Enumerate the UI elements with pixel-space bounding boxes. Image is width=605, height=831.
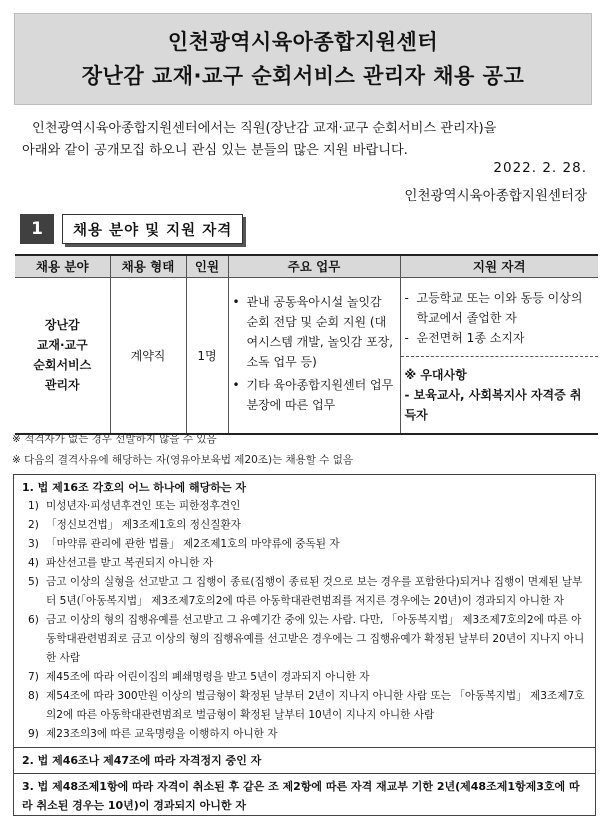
list-item <box>22 535 587 554</box>
bullet: • <box>232 378 240 392</box>
item-text: 제45조에 따라 어린이집의 폐쇄명령을 받고 5년이 경과되지 아니한 자 <box>46 671 370 683</box>
issuer: 인천광역시육아종합지원센터장 <box>404 188 587 204</box>
item-text: 파산선고를 받고 복권되지 아니한 자 <box>46 557 213 569</box>
intro-line-1: 인천광역시육아종합지원센터에서는 직원(장난감 교재·교구 순회서비스 관리자)을 <box>32 121 497 136</box>
field-line: 장난감 <box>44 318 80 332</box>
cell-type: 계약직 <box>110 277 186 434</box>
list-item <box>22 554 587 573</box>
list-item <box>22 687 587 725</box>
item-num: 6) <box>28 614 39 626</box>
disqualification-box <box>13 474 596 816</box>
item-num: 7) <box>28 671 39 683</box>
cell-field <box>15 277 110 434</box>
list-item <box>22 668 587 687</box>
item-num: 5) <box>28 576 39 588</box>
field-line: 순회서비스 <box>33 358 92 372</box>
qualification-text: 운전면허 1종 소지자 <box>416 330 525 345</box>
cell-count: 1명 <box>186 277 228 434</box>
field-line: 교재·교구 <box>36 338 88 352</box>
list-item <box>22 725 587 744</box>
list-item <box>22 573 587 611</box>
section-number: 1 <box>20 214 54 244</box>
preferred-item: - 보육교사, 사회복지사 자격증 취득자 <box>404 387 582 422</box>
table-header-row <box>15 255 598 277</box>
item-num: 2) <box>28 519 39 531</box>
item-num: 4) <box>28 557 39 569</box>
dash: - <box>404 290 409 305</box>
item-text: 「마약류 관리에 관한 법률」 제2조제1호의 마약류에 중독된 자 <box>46 538 340 550</box>
duty-item <box>233 292 394 372</box>
list-item <box>22 497 587 516</box>
header-qualifications: 지원 자격 <box>400 255 598 277</box>
preferred-title: ※ 우대사항 <box>404 367 467 382</box>
dash: - <box>404 330 409 345</box>
item-text: 금고 이상의 실형을 선고받고 그 집행이 종료(집행이 종료된 것으로 보는 경우를 포함한다)되거나 집행이 면제된 날부터 5년(「아동복지법」 제3조제7호의2에 따른 아동학대관련범죄를 저지른 경우에는 20년)이 경과되지 아니한 자 <box>46 576 583 607</box>
section-title: 채용 분야 및 지원 자격 <box>62 214 243 244</box>
cell-qualifications <box>400 277 598 434</box>
item-num: 3) <box>28 538 39 550</box>
table-row <box>15 277 598 434</box>
item-text: 제23조의3에 따른 교육명령을 이행하지 아니한 자 <box>46 728 278 740</box>
item-text: 「정신보건법」 제3조제1호의 정신질환자 <box>46 519 241 531</box>
intro-line-2: 아래와 같이 공개모집 하오니 관심 있는 분들의 많은 지원 바랍니다. <box>22 143 408 158</box>
item-text: 미성년자·피성년후견인 또는 피한정후견인 <box>46 500 241 512</box>
title-line-2: 장난감 교재·교구 순회서비스 관리자 채용 공고 <box>81 64 525 88</box>
header-type: 채용 형태 <box>110 255 186 277</box>
note-1: ※ 적격자가 없는 경우 선발하지 않을 수 있음 <box>12 433 217 445</box>
preferred-section <box>401 357 599 433</box>
announcement-date: 2022. 2. 28. <box>493 160 587 176</box>
duty-item <box>233 375 394 415</box>
recruitment-table <box>15 254 598 435</box>
header-duties: 주요 업무 <box>228 255 400 277</box>
item-text: 제54조에 따라 300만원 이상의 벌금형이 확정된 날부터 2년이 지나지 아니한 사람 또는 「아동복지법」 제3조제7호의2에 따른 아동학대관련범죄로 벌금형이 확정된 날부터 10년이 지나지 아니한 사람 <box>46 690 585 721</box>
list-item <box>22 611 587 668</box>
qualification-text: 고등학교 또는 이와 동등 이상의 학교에서 졸업한 자 <box>416 290 583 325</box>
disqual-heading-1: 1. 법 제16조 각호의 어느 하나에 해당하는 자 <box>22 481 246 494</box>
duty-text: 관내 공동육아시설 놀잇감 순회 전담 및 순회 지원 (대여시스템 개발, 놀잇감 포장, 소독 업무 등) <box>246 295 394 369</box>
duty-text: 기타 육아종합지원센터 업무분장에 따른 업무 <box>246 378 394 412</box>
bullet: • <box>232 295 240 309</box>
note-2: ※ 다음의 결격사유에 해당하는 자(영유아보육법 제20조)는 채용할 수 없음 <box>12 454 354 466</box>
item-num: 9) <box>28 728 39 740</box>
list-item <box>22 516 587 535</box>
intro-paragraph <box>22 118 590 162</box>
title-line-1: 인천광역시육아종합지원센터 <box>167 30 439 54</box>
field-line: 관리자 <box>44 378 80 392</box>
disqual-heading-3: 3. 법 제48조제1항에 따라 자격이 취소된 후 같은 조 제2항에 따른 자격 재교부 기한 2년(제48조제1항제3호에 따라 취소된 경우는 10년)이 경과되지 아니한 자 <box>22 780 580 812</box>
header-count: 인원 <box>186 255 228 277</box>
section-heading <box>20 214 243 244</box>
qualification-item <box>405 328 593 348</box>
item-num: 1) <box>28 500 39 512</box>
qualification-item <box>405 288 593 328</box>
cell-duties <box>228 277 400 434</box>
disqual-heading-2: 2. 법 제46조나 제47조에 따라 자격정지 중인 자 <box>22 754 262 767</box>
item-text: 금고 이상의 형의 집행유예를 선고받고 그 유예기간 중에 있는 사람. 다만, 「아동복지법」 제3조제7호의2에 따른 아동학대관련범죄로 금고 이상의 형의 집행유예를 선고받은 경우에는 그 집행유예가 확정된 날부터 20년이 지나지 아니한 사람 <box>46 614 585 664</box>
title-box <box>14 13 592 105</box>
qualification-list <box>401 278 599 357</box>
item-num: 8) <box>28 690 39 702</box>
header-field: 채용 분야 <box>15 255 110 277</box>
